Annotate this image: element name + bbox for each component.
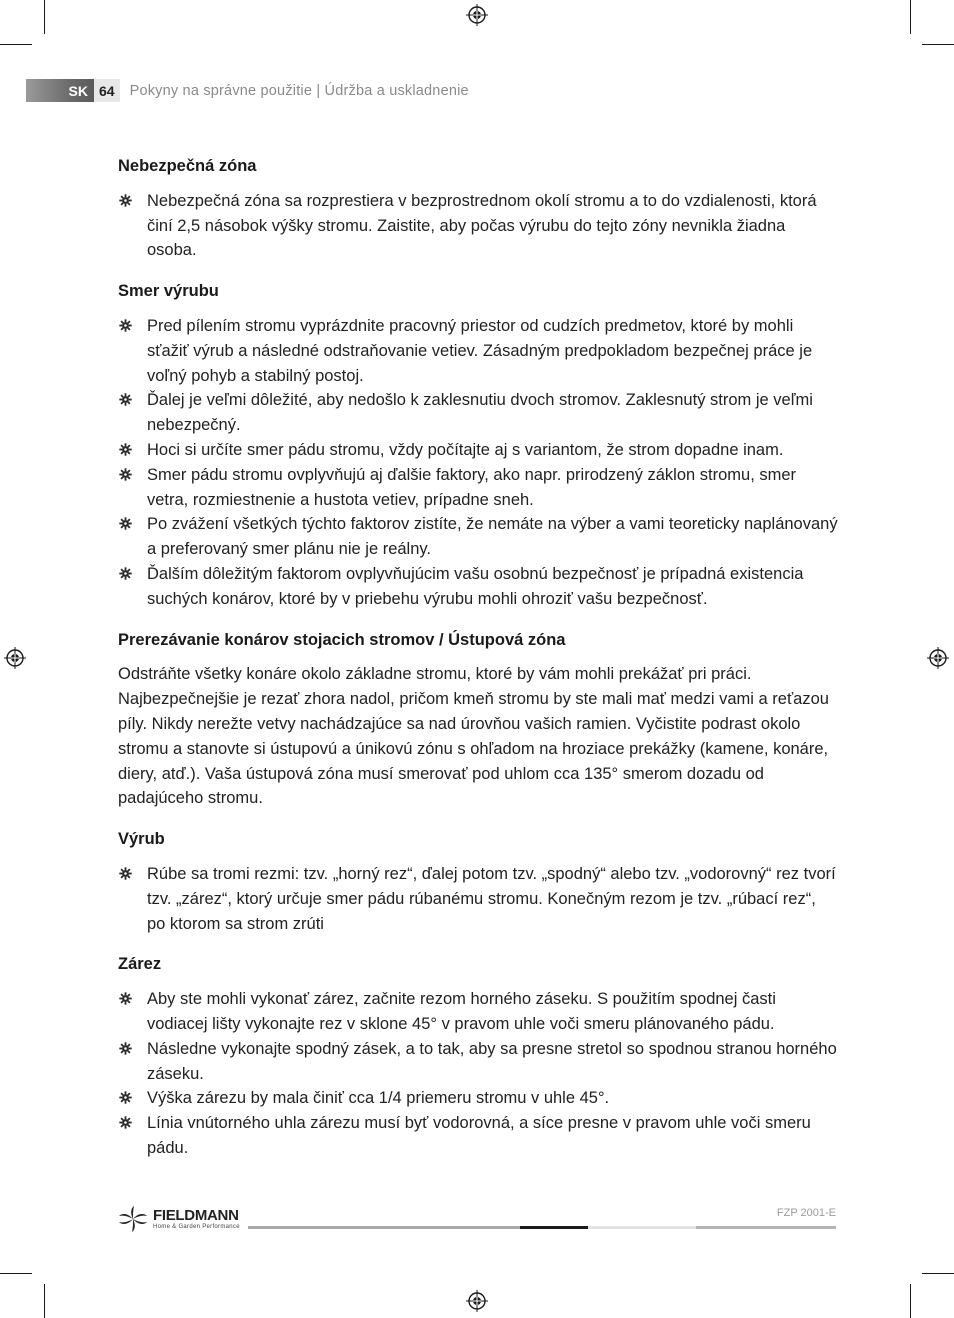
- footer-rule-segment: [696, 1226, 836, 1229]
- page-footer: [118, 1204, 836, 1234]
- list-item-text: Ďalej je veľmi dôležité, aby nedošlo k zaklesnutiu dvoch stromov. Zaklesnutý strom je veľmi nebezpečný.: [147, 391, 813, 435]
- bullet-list: [118, 862, 838, 936]
- gear-bullet-icon: [119, 517, 132, 530]
- list-item: [118, 1111, 838, 1161]
- list-item-text: Rúbe sa tromi rezmi: tzv. „horný rez“, ďalej potom tzv. „spodný“ alebo tzv. „vodorovný“ rez tvorí tzv. „zárez“, ktorý určuje smer pádu rúbanému stromu. Konečným rezom je tzv. „rúbací rez“, po ktorom sa strom zrúti: [147, 864, 836, 933]
- gear-bullet-icon: [119, 1042, 132, 1055]
- section-heading: Smer výrubu: [118, 282, 219, 301]
- running-title: Pokyny na správne použitie | Údržba a uskladnenie: [129, 82, 469, 99]
- gear-bullet-icon: [119, 992, 132, 1005]
- page-content: [118, 154, 838, 1177]
- crop-mark: [910, 1284, 911, 1318]
- bullet-list: [118, 987, 838, 1161]
- gear-bullet-icon: [119, 194, 132, 207]
- registration-mark-icon: [466, 4, 488, 26]
- brand-tagline: Home & Garden Performance: [153, 1224, 240, 1230]
- crop-mark: [0, 1273, 32, 1274]
- list-item-text: Nebezpečná zóna sa rozprestiera v bezprostrednom okolí stromu a to do vzdialenosti, ktorá činí 2,5 násobok výšky stromu. Zaistite, aby počas výrubu do tejto zóny nevnikla žiadna osoba.: [147, 191, 817, 260]
- section: [118, 952, 838, 1160]
- section-heading: Nebezpečná zóna: [118, 157, 257, 175]
- list-item: [118, 512, 838, 562]
- list-item-text: Hoci si určíte smer pádu stromu, vždy počítajte aj s variantom, že strom dopadne inam.: [147, 440, 784, 459]
- fieldmann-swirl-icon: [118, 1205, 148, 1233]
- gear-bullet-icon: [119, 867, 132, 880]
- list-item: [118, 562, 838, 612]
- registration-mark-icon: [466, 1290, 488, 1312]
- crop-mark: [922, 44, 954, 45]
- list-item: [118, 987, 838, 1037]
- list-item: [118, 438, 838, 463]
- gear-bullet-icon: [119, 567, 132, 580]
- crop-mark: [922, 1273, 954, 1274]
- gear-bullet-icon: [119, 468, 132, 481]
- gear-bullet-icon: [119, 443, 132, 456]
- section: [118, 279, 838, 611]
- registration-mark-icon: [4, 647, 26, 669]
- list-item: [118, 388, 838, 438]
- list-item: [118, 862, 838, 936]
- list-item-text: Línia vnútorného uhla zárezu musí byť vodorovná, a síce presne v pravom uhle voči smeru pádu.: [147, 1114, 811, 1157]
- list-item-text: Po zvážení všetkých týchto faktorov zistíte, že nemáte na výber a vami teoreticky naplánovaný a preferovaný smer plánu nie je reálny.: [147, 515, 838, 559]
- list-item: [118, 463, 838, 513]
- list-item-text: Pred pílením stromu vyprázdnite pracovný priestor od cudzích predmetov, ktoré by mohli sťažiť výrub a následné odstraňovanie vetiev. Zásadným predpokladom bezpečnej práce je voľný pohyb a stabilný postoj.: [147, 316, 813, 385]
- list-item: [118, 1086, 838, 1111]
- model-number: FZP 2001-E: [776, 1207, 836, 1219]
- language-tab: SK: [26, 79, 94, 102]
- list-item: [118, 189, 838, 263]
- crop-mark: [0, 44, 32, 45]
- section: [118, 154, 838, 263]
- section-heading: Prerezávanie konárov stojacich stromov / Ústupová zóna: [118, 630, 566, 649]
- bullet-list: [118, 314, 838, 612]
- section: [118, 628, 838, 812]
- crop-mark: [910, 0, 911, 34]
- list-item-text: Výška zárezu by mala činiť cca 1/4 priemeru stromu v uhle 45°.: [147, 1089, 610, 1108]
- footer-rule-segment: [248, 1226, 520, 1229]
- section-heading: Zárez: [118, 955, 162, 974]
- gear-bullet-icon: [119, 393, 132, 406]
- footer-rule-segment: [588, 1226, 696, 1229]
- gear-bullet-icon: [119, 319, 132, 332]
- body-paragraph: Odstráňte všetky konáre okolo základne stromu, ktoré by vám mohli prekážať pri práci. Najbezpečnejšie je rezať zhora nadol, pričom kmeň stromu by ste mali mať medzi vami a reťazou píly. Nikdy nerežte vetvy nachádzajúce sa nad úrovňou vašich ramien. Vyčistite podrast okolo stromu a stanovte si ústupovú a únikovú zónu s ohľadom na hroziace prekážky (kamene, konáre, diery, atď.). Vaša ústupová zóna musí smerovať pod uhlom cca 135° smerom dozadu od padajúceho stromu.: [118, 665, 829, 808]
- gear-bullet-icon: [119, 1091, 132, 1104]
- page-number: 64: [94, 79, 120, 102]
- footer-rule-segment: [520, 1226, 588, 1229]
- brand-name: FIELDMANN: [153, 1207, 239, 1224]
- list-item-text: Následne vykonajte spodný zásek, a to tak, aby sa presne stretol so spodnou stranou horného záseku.: [147, 1039, 837, 1083]
- list-item-text: Aby ste mohli vykonať zárez, začnite rezom horného záseku. S použitím spodnej časti vodiacej lišty vykonajte rez v sklone 45° v pravom uhle voči smeru plánovaného pádu.: [147, 990, 776, 1033]
- gear-bullet-icon: [119, 1116, 132, 1129]
- section-heading: Výrub: [118, 830, 165, 849]
- list-item: [118, 314, 838, 388]
- crop-mark: [44, 1284, 45, 1318]
- list-item-text: Ďalším dôležitým faktorom ovplyvňujúcim vašu osobnú bezpečnosť je prípadná existencia suchých konárov, ktoré by v priebehu výrubu mohli ohroziť vašu bezpečnosť.: [147, 564, 804, 608]
- list-item-text: Smer pádu stromu ovplyvňujú aj ďalšie faktory, ako napr. prirodzený záklon stromu, smer vetra, rozmiestnenie a hustota vetiev, prípadne sneh.: [147, 465, 797, 509]
- list-item: [118, 1037, 838, 1087]
- crop-mark: [44, 0, 45, 34]
- page-header: [26, 79, 469, 102]
- bullet-list: [118, 189, 838, 263]
- registration-mark-icon: [927, 647, 949, 669]
- section: [118, 827, 838, 936]
- brand-logo: [118, 1204, 240, 1234]
